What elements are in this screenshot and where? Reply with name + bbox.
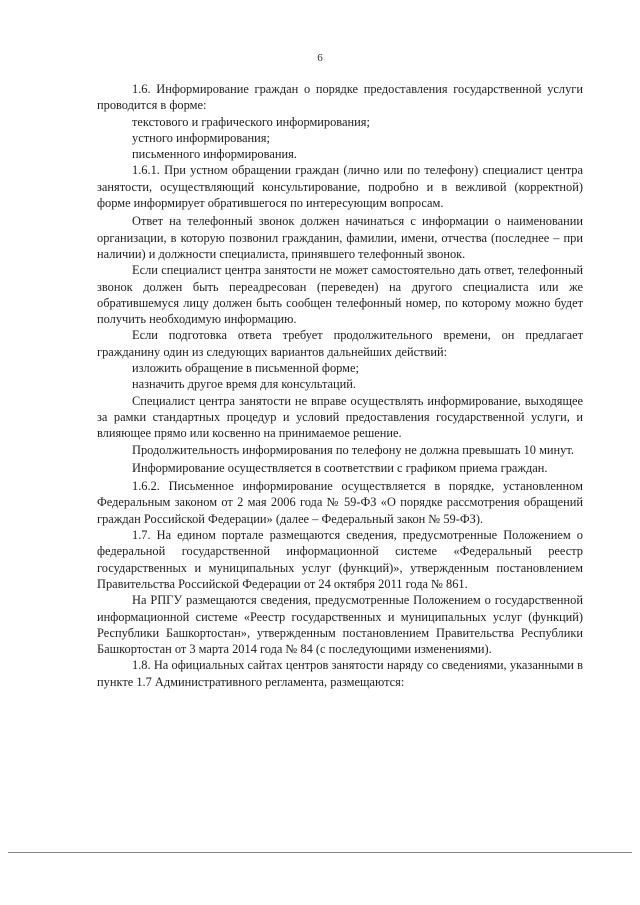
list-item-written-request: изложить обращение в письменной форме; <box>132 361 359 376</box>
list-item-other-time: назначить другое время для консультаций. <box>132 377 357 392</box>
paragraph-specialist-limits: Специалист центра занятости не вправе осуществлять информирование, выходящее за рамки стандартных процедур и условий предоставления государственной услуги, и влияющее прямо или косвенно на принимаемое решение. <box>97 393 583 441</box>
list-item-oral-info: устного информирования; <box>132 130 270 145</box>
paragraph-1-6: 1.6. Информирование граждан о порядке предоставления государственной услуги проводится в форме: <box>97 82 583 113</box>
paragraph-rpgu: На РПГУ размещаются сведения, предусмотренные Положением о государственной информационной системе «Реестр государственных и муниципальных услуг (функций) Республики Башкортостан», утвержденным постановлением Правительства Республики Башкортостан от 3 марта 2014 года № 84 (с последующими изменениями). <box>97 593 583 657</box>
paragraph-1-6-2: 1.6.2. Письменное информирование осуществляется в порядке, установленном Федеральным законом от 2 мая 2006 года № 59-ФЗ «О порядке рассмотрения обращений граждан Российской Федерации» (далее – Федеральный закон № 59-ФЗ). <box>97 479 583 526</box>
list-item-text-info: текстового и графического информирования; <box>132 114 370 129</box>
document-body <box>97 81 583 690</box>
paragraph-phone-answer: Ответ на телефонный звонок должен начинаться с информации о наименовании организации, в которую позвонил гражданин, фамилии, имени, отчества (последнее – при наличии) и должности специалиста, принявшего телефонный звонок. <box>97 214 583 261</box>
list-item-written-info: письменного информирования. <box>132 147 297 162</box>
paragraph-1-7: 1.7. На едином портале размещаются сведения, предусмотренные Положением о федеральной государственной информационной системе «Федеральный реестр государственных и муниципальных услуг (функций)», утвержденным постановлением Правительства Российской Федерации от 24 октября 2011 года № 861. <box>97 528 583 591</box>
paragraph-schedule: Информирование осуществляется в соответствии с графиком приема граждан. <box>132 460 548 475</box>
paragraph-1-8: 1.8. На официальных сайтах центров занятости наряду со сведениями, указанными в пункте 1.7 Административного регламента, размещаются: <box>97 658 583 689</box>
bottom-rule <box>8 852 632 853</box>
paragraph-1-6-1: 1.6.1. При устном обращении граждан (лично или по телефону) специалист центра занятости, осуществляющий консультирование, подробно и в вежливой (корректной) форме информирует обратившегося по интересующим вопросам. <box>97 163 583 211</box>
paragraph-phone-duration: Продолжительность информирования по телефону не должна превышать 10 минут. <box>132 442 574 457</box>
paragraph-redirect: Если специалист центра занятости не может самостоятельно дать ответ, телефонный звонок должен быть переадресован (переведен) на другого специалиста или же обратившемуся лицу должен быть сообщен телефонный номер, по которому можно будет получить необходимую информацию. <box>97 263 583 327</box>
paragraph-long-answer: Если подготовка ответа требует продолжительного времени, он предлагает гражданину один из следующих вариантов дальнейших действий: <box>97 328 583 359</box>
page-number: 6 <box>317 52 323 64</box>
